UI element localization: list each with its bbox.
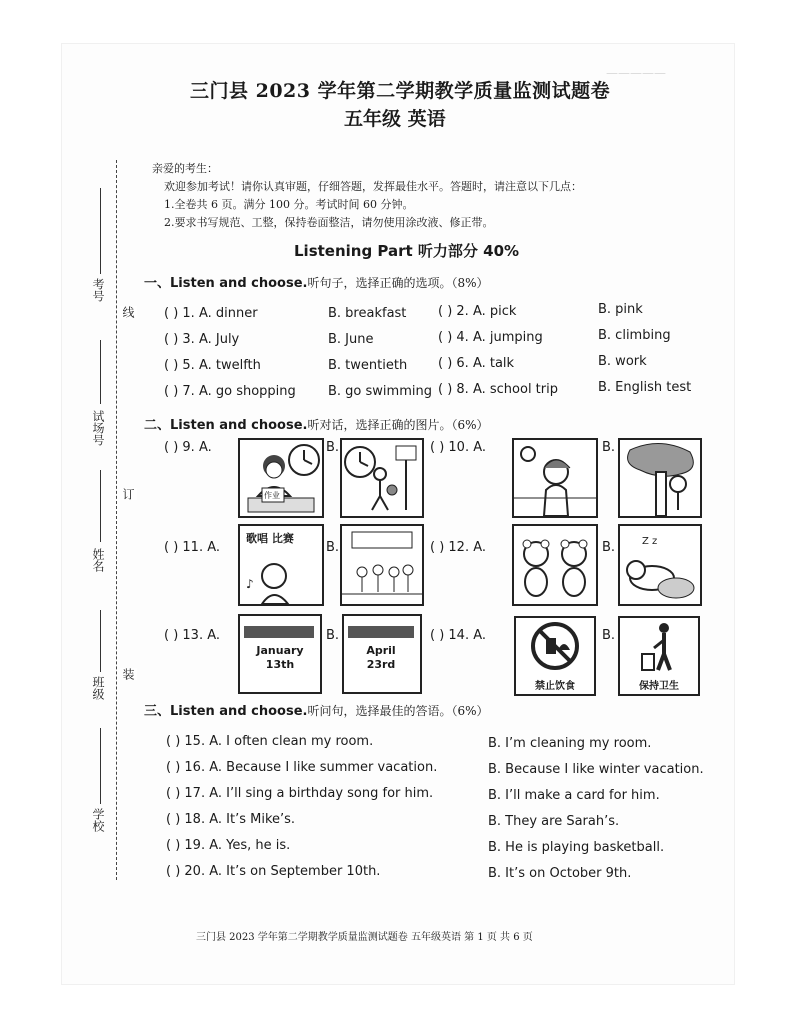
q14-label-a: ( ) 14. A. [430,628,487,643]
q19-option-a[interactable]: ( ) 19. A. Yes, he is. [166,838,291,853]
q2-option-b[interactable]: B. pink [598,302,643,317]
q12-label-b: B. [602,540,616,555]
q8-option-b[interactable]: B. English test [598,380,692,395]
q19-option-b[interactable]: B. He is playing basketball. [488,840,665,855]
picking-fruit-illustration [620,440,700,516]
q4-option-a[interactable]: ( ) 4. A. jumping [438,330,543,345]
q11-picture-a-singing-contest[interactable] [238,524,324,606]
calendar-b-body [348,644,414,672]
q12-picture-b-bears-sleeping[interactable] [618,524,702,606]
q11-label-b: B. [326,540,340,555]
calendar-a-month: January [256,644,304,657]
listening-part-title: Listening Part 听力部分 40% [294,242,520,260]
section2-title-text: 二、Listen and choose. [144,418,308,433]
no-eating-icon [516,618,594,678]
section2-instruction: 听对话，选择正确的图片。（6%） [307,418,489,432]
q16-option-b[interactable]: B. Because I like winter vacation. [488,762,704,777]
q13-label-b: B. [326,628,340,643]
calendar-b-month: April [366,644,396,657]
q8-option-a[interactable]: ( ) 8. A. school trip [438,382,558,397]
litter-bin-icon [620,618,698,678]
basketball-illustration [342,440,422,516]
page-subtitle: 五年级 英语 [344,108,446,130]
q17-option-b[interactable]: B. I’ll make a card for him. [488,788,660,803]
section3-title-text: 三、Listen and choose. [144,704,308,719]
q9-book-label: 作业 [264,491,280,500]
q13-picture-a-calendar[interactable] [238,614,322,694]
q18-option-b[interactable]: B. They are Sarah’s. [488,814,620,829]
q16-option-a[interactable]: ( ) 16. A. Because I like summer vacation. [166,760,438,775]
svg-text:♪: ♪ [246,577,254,591]
section3-title [144,700,489,719]
q9-picture-a-homework[interactable] [238,438,324,518]
section3-instruction: 听问句，选择最佳的答语。（6%） [307,704,489,718]
binding-mark-ding: 订 [121,488,135,500]
q5-option-b[interactable]: B. twentieth [328,358,408,373]
sports-meet-illustration [342,526,422,604]
q18-option-a[interactable]: ( ) 18. A. It’s Mike’s. [166,812,296,827]
bleed-through: ————— [606,66,666,80]
q11-label-a: ( ) 11. A. [164,540,221,555]
notice-heading: 亲爱的考生： [152,162,218,175]
page-footer: 三门县 2023 学年第二学期教学质量监测试题卷 五年级英语 第 1 页 共 6 页 [196,932,533,943]
q13-picture-b-calendar[interactable] [342,614,422,694]
binding-line [116,160,117,880]
section1-instruction: 听句子，选择正确的选项。（8%） [307,276,489,290]
calendar-a-day: 13th [265,658,295,671]
q7-option-a[interactable]: ( ) 7. A. go shopping [164,384,296,399]
sign-b-text: 保持卫生 [639,681,679,692]
blank-room-number[interactable] [100,340,101,404]
label-name: 姓名 [91,548,105,572]
q9-label-a: ( ) 9. A. [164,440,212,455]
q4-option-b[interactable]: B. climbing [598,328,671,343]
q5-option-a[interactable]: ( ) 5. A. twelfth [164,358,261,373]
q13-label-a: ( ) 13. A. [164,628,221,643]
page-title: 三门县 2023 学年第二学期教学质量监测试题卷 [190,80,611,102]
q2-option-a[interactable]: ( ) 2. A. pick [438,304,517,319]
q10-label-a: ( ) 10. A. [430,440,487,455]
q17-option-a[interactable]: ( ) 17. A. I’ll sing a birthday song for him. [166,786,434,801]
bears-sleeping-illustration [620,526,700,604]
section1-title-text: 一、Listen and choose. [144,276,308,291]
blank-school[interactable] [100,728,101,804]
section2-title [144,414,489,433]
section1-title [144,272,489,291]
q14-picture-a-no-eating-sign[interactable] [514,616,596,696]
svg-text:Z z: Z z [642,536,658,547]
q15-option-b[interactable]: B. I’m cleaning my room. [488,736,652,751]
label-room-number: 试场号 [91,410,105,446]
q9-picture-b-basketball[interactable] [340,438,424,518]
q14-label-b: B. [602,628,616,643]
q10-label-b: B. [602,440,616,455]
q15-option-a[interactable]: ( ) 15. A. I often clean my room. [166,734,374,749]
hot-day-illustration [514,440,596,516]
q10-picture-b-picking-fruit[interactable] [618,438,702,518]
bears-standing-illustration [514,526,596,604]
q11-picture-b-sports-meet[interactable] [340,524,424,606]
sign-a-text: 禁止饮食 [535,681,575,692]
homework-illustration [240,440,322,516]
label-school: 学校 [91,808,105,832]
q14-picture-b-keep-clean-sign[interactable] [618,616,700,696]
q3-option-b[interactable]: B. June [328,332,374,347]
q3-option-a[interactable]: ( ) 3. A. July [164,332,240,347]
q20-option-b[interactable]: B. It’s on October 9th. [488,866,632,881]
q1-option-b[interactable]: B. breakfast [328,306,407,321]
blank-exam-number[interactable] [100,188,101,274]
q1-option-a[interactable]: ( ) 1. A. dinner [164,306,258,321]
q12-picture-a-bears-standing[interactable] [512,524,598,606]
q6-option-a[interactable]: ( ) 6. A. talk [438,356,515,371]
q12-label-a: ( ) 12. A. [430,540,487,555]
blank-name[interactable] [100,470,101,542]
q6-option-b[interactable]: B. work [598,354,647,369]
notice-rule-2: 2.要求书写规范、工整，保持卷面整洁，请勿使用涂改液、修正带。 [164,216,494,229]
calendar-a-body [246,644,314,672]
blank-class[interactable] [100,610,101,672]
q11-banner-text: 歌唱 比赛 [246,532,294,545]
q20-option-a[interactable]: ( ) 20. A. It’s on September 10th. [166,864,381,879]
calendar-a-header [244,626,314,638]
label-class: 班级 [91,676,105,700]
binding-mark-zhuang: 装 [121,668,135,680]
label-exam-number: 考号 [91,278,105,302]
calendar-b-header [348,626,414,638]
notice-intro: 欢迎参加考试！请你认真审题，仔细答题，发挥最佳水平。答题时，请注意以下几点： [164,180,582,193]
q9-label-b: B. [326,440,340,455]
binding-mark-xian: 线 [121,306,135,318]
calendar-b-day: 23rd [366,658,396,671]
q7-option-b[interactable]: B. go swimming [328,384,432,399]
notice-rule-1: 1.全卷共 6 页。满分 100 分。考试时间 60 分钟。 [164,198,414,211]
q10-picture-a-hot-day[interactable] [512,438,598,518]
